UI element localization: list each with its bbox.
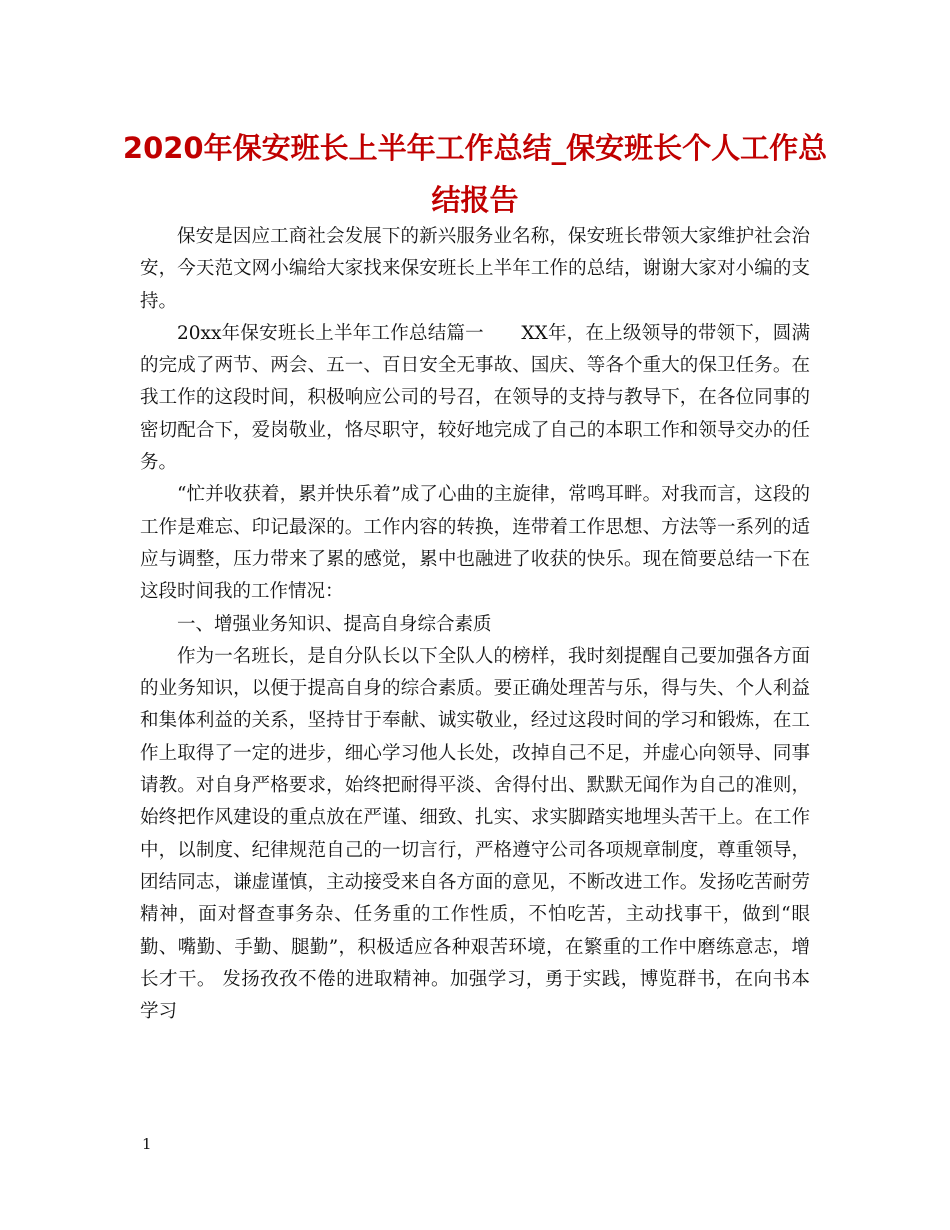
paragraph-part-one: 20xx年保安班长上半年工作总结篇一 XX年，在上级领导的带领下，圆满的完成了两节、两会、五一、百日安全无事故、国庆、等各个重大的保卫任务。在我工作的这段时间，积极响应公司的号召，在领导的支持与教导下，在各位同事的密切配合下，爱岗敬业，恪尽职守，较好地完成了自己的本职工作和领导交办的任务。	[140, 322, 810, 474]
document-title: 2020年保安班长上半年工作总结_保安班长个人工作总结报告	[122, 131, 828, 217]
paragraph-section-one: 作为一名班长，是自分队长以下全队人的榜样，我时刻提醒自己要加强各方面的业务知识，以便于提高自身的综合素质。要正确处理苦与乐，得与失、个人利益和集体利益的关系，坚持甘于奉献、诚实敬业，经过这段时间的学习和锻炼，在工作上取得了一定的进步，细心学习他人长处，改掉自己不足，并虚心向领导、同事请教。对自身严格要求，始终把耐得平淡、舍得付出、默默无闻作为自己的准则，始终把作风建设的重点放在严谨、细致、扎实、求实脚踏实地埋头苦干上。在工作中，以制度、纪律规范自己的一切言行，严格遵守公司各项规章制度，尊重领导，团结同志，谦虚谨慎，主动接受来自各方面的意见，不断改进工作。发扬吃苦耐劳精神，面对督查事务杂、任务重的工作性质，不怕吃苦，主动找事干，做到“眼勤、嘴勤、手勤、腿勤”，积极适应各种艰苦环境，在繁重的工作中磨练意志，增长才干。 发扬孜孜不倦的进取精神。加强学习，勇于实践，博览群书，在向书本学习	[140, 645, 810, 1023]
paragraph-reflection: “忙并收获着，累并快乐着”成了心曲的主旋律，常鸣耳畔。对我而言，这段的工作是难忘、印记最深的。工作内容的转换，连带着工作思想、方法等一系列的适应与调整，压力带来了累的感觉，累中也融进了收获的快乐。现在简要总结一下在这段时间我的工作情况：	[140, 484, 810, 603]
section-heading-one: 一、增强业务知识、提高自身综合素质	[177, 613, 492, 635]
paragraph-intro: 保安是因应工商社会发展下的新兴服务业名称，保安班长带领大家维护社会治安，今天范文网小编给大家找来保安班长上半年工作的总结，谢谢大家对小编的支持。	[140, 226, 810, 312]
page-number: 1	[142, 1135, 152, 1153]
document-body	[140, 221, 810, 1028]
